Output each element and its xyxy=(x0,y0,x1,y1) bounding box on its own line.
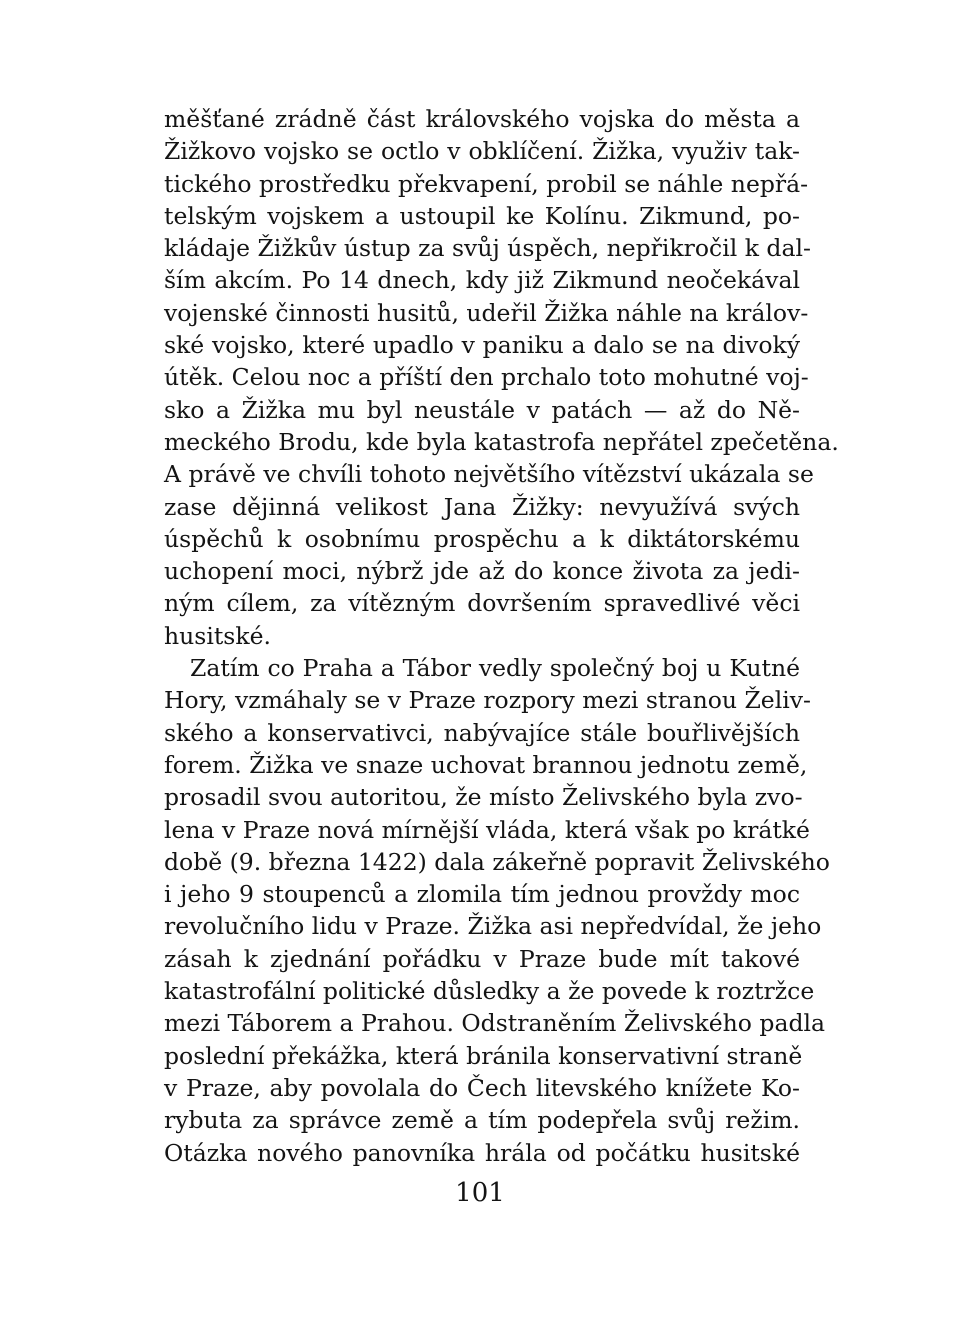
paragraph xyxy=(164,652,830,1169)
text-line: zásah k zjednání pořádku v Praze bude mít takové xyxy=(164,944,800,973)
text-line: A právě ve chvíli tohoto největšího vítězství ukázala se xyxy=(164,460,814,489)
text-line: sko a Žižka mu byl neustále v patách — až do Ně- xyxy=(164,395,800,424)
text-line: vojenské činnosti husitů, udeřil Žižka náhle na králov- xyxy=(164,298,809,327)
paragraph xyxy=(164,103,839,652)
text-line: forem. Žižka ve snaze uchovat brannou jednotu země, xyxy=(164,750,808,779)
text-line: meckého Brodu, kde byla katastrofa nepřátel zpečetěna. xyxy=(164,427,839,456)
text-line: katastrofální politické důsledky a že povede k roztržce xyxy=(164,977,815,1006)
text-line: ského a konservativci, nabývajíce stále bouřlivějších xyxy=(164,718,800,747)
text-line: mezi Táborem a Prahou. Odstraněním Želivského padla xyxy=(164,1009,826,1038)
text-line: v Praze, aby povolala do Čech litevského knížete Ko- xyxy=(164,1073,800,1102)
text-line: tického prostředku překvapení, probil se náhle nepřá- xyxy=(164,169,809,198)
text-line: revolučního lidu v Praze. Žižka asi nepředvídal, že jeho xyxy=(164,912,822,941)
text-line: Hory, vzmáhaly se v Praze rozpory mezi stranou Želiv- xyxy=(164,686,811,715)
text-line: poslední překážka, která bránila konservativní straně xyxy=(164,1041,803,1070)
text-line: ným cílem, za vítězným dovršením spravedlivé věci xyxy=(164,589,800,618)
text-line: uchopení moci, nýbrž jde až do konce života za jedi- xyxy=(164,557,800,586)
text-line: útěk. Celou noc a příští den prchalo toto mohutné voj- xyxy=(164,363,809,392)
text-line: husitské. xyxy=(164,621,271,650)
text-line: Zatím co Praha a Tábor vedly společný boj u Kutné xyxy=(190,654,800,683)
text-line: kládaje Žižkův ústup za svůj úspěch, nepřikročil k dal- xyxy=(164,234,811,263)
text-line: Otázka nového panovníka hrála od počátku husitské xyxy=(164,1138,800,1167)
text-line: lena v Praze nová mírnější vláda, která však po krátké xyxy=(164,815,810,844)
text-line: telským vojskem a ustoupil ke Kolínu. Zikmund, po- xyxy=(164,201,800,230)
text-line: ské vojsko, které upadlo v paniku a dalo se na divoký xyxy=(164,331,800,360)
body-text xyxy=(164,103,839,1169)
text-line: rybuta za správce země a tím podepřela svůj režim. xyxy=(164,1106,800,1135)
text-line: ším akcím. Po 14 dnech, kdy již Zikmund neočekával xyxy=(164,266,800,295)
page-number: 101 xyxy=(455,1178,505,1208)
text-line: době (9. března 1422) dala zákeřně popravit Želivského xyxy=(164,847,830,876)
text-line: i jeho 9 stoupenců a zlomila tím jednou provždy moc xyxy=(164,880,800,909)
text-line: prosadil svou autoritou, že místo Želivského byla zvo- xyxy=(164,783,803,812)
text-line: zase dějinná velikost Jana Žižky: nevyužívá svých xyxy=(164,492,800,521)
text-line: měšťané zrádně část královského vojska do města a xyxy=(164,105,800,133)
text-line: Žižkovo vojsko se octlo v obklíčení. Žižka, využiv tak- xyxy=(164,137,800,166)
text-line: úspěchů k osobnímu prospěchu a k diktátorskému xyxy=(164,524,800,553)
